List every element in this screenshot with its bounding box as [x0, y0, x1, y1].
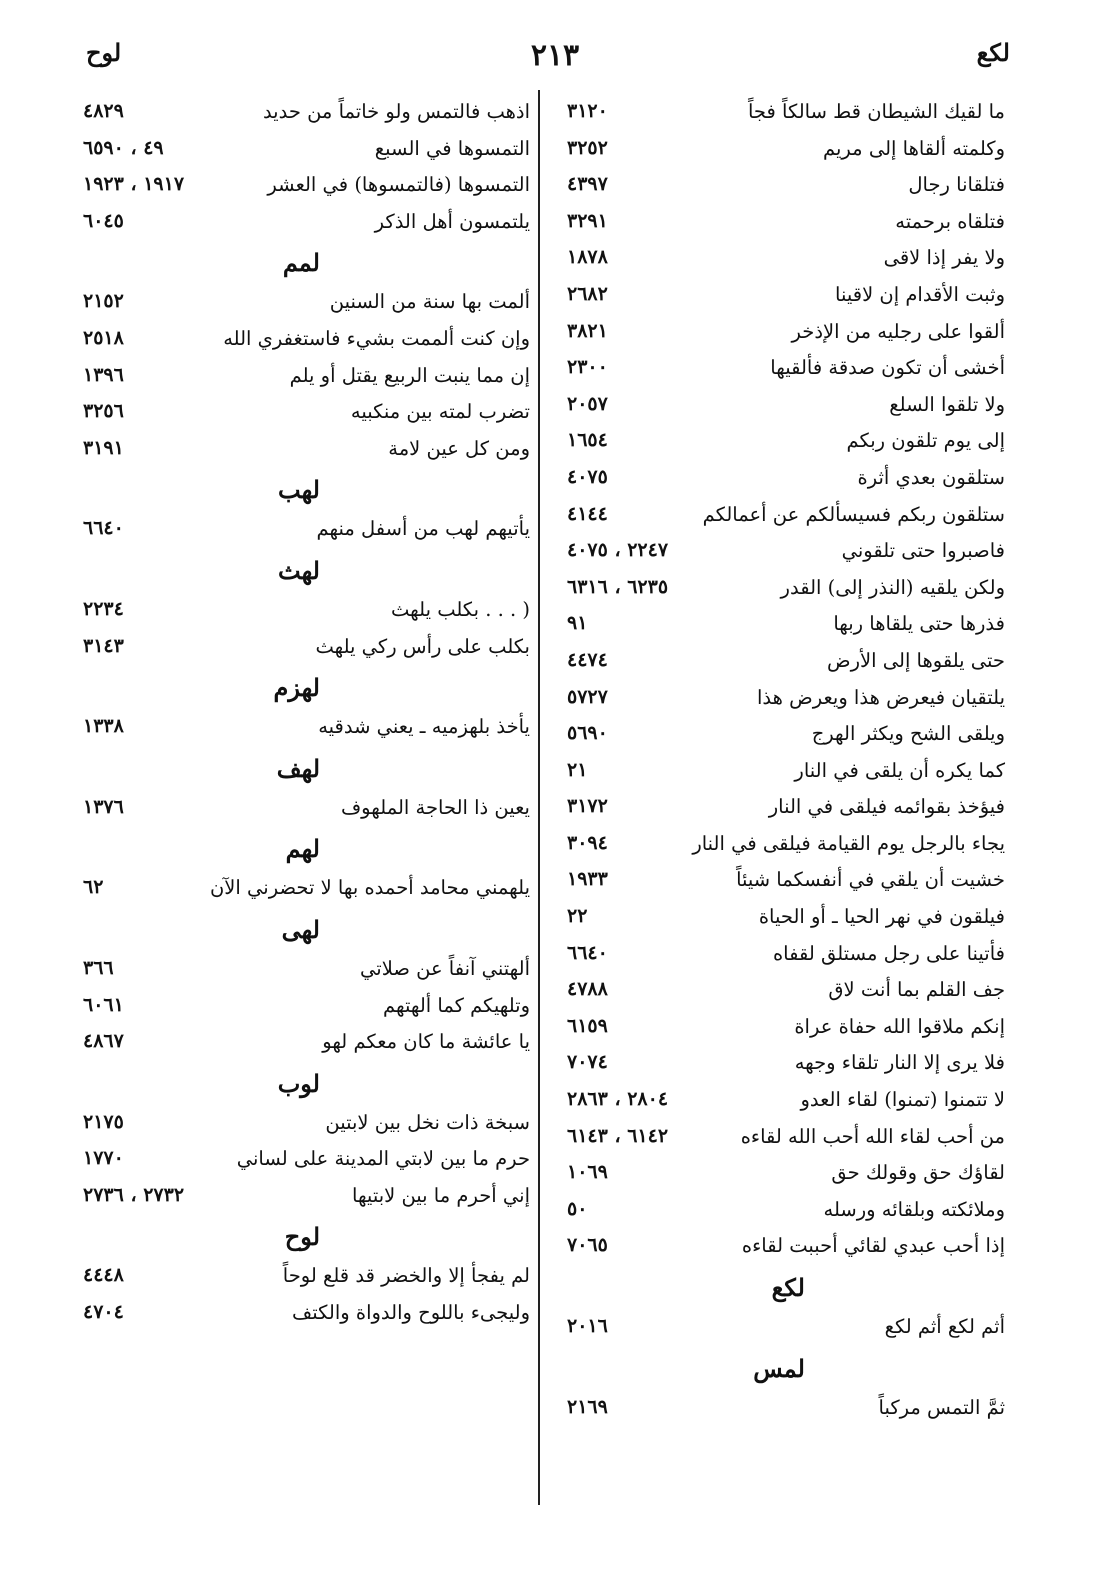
index-entry — [75, 133, 530, 170]
entry-reference-numbers: ٤٩ ، ٦٥٩٠ — [83, 136, 164, 159]
entry-text: إلى يوم تلقون ربكم — [846, 429, 1005, 453]
entry-reference-numbers: ٧٠٦٥ — [567, 1234, 608, 1257]
entry-reference-numbers: ٢٢٤٧ ، ٤٠٧٥ — [567, 539, 669, 562]
index-entry — [555, 499, 1005, 536]
entry-text: فلا يرى إلا النار تلقاء وجهه — [794, 1051, 1005, 1075]
root-heading — [75, 828, 530, 872]
entry-reference-numbers: ٦٦٤٠ — [567, 941, 608, 964]
entry-reference-numbers: ٩١ — [567, 612, 588, 635]
entry-reference-numbers: ٢٠٥٧ — [567, 392, 608, 415]
index-entry — [75, 513, 530, 550]
entry-reference-numbers: ١٧٧٠ — [83, 1147, 124, 1170]
entry-text: يلهمني محامد أحمده بها لا تحضرني الآن — [209, 876, 530, 900]
index-column-left — [75, 96, 530, 1334]
entry-text: فيؤخذ بقوائمه فيلقى في النار — [768, 795, 1005, 819]
entry-text: وكلمته ألقاها إلى مريم — [823, 136, 1005, 160]
index-entry — [555, 1011, 1005, 1048]
entry-text: ولكن يلقيه (النذر إلى) القدر — [780, 575, 1005, 599]
index-entry — [75, 206, 530, 243]
entry-text: فأتينا على رجل مستلق لقفاه — [772, 941, 1005, 965]
entry-text: من أحب لقاء الله أحب الله لقاءه — [740, 1124, 1005, 1148]
index-entry — [75, 711, 530, 748]
entry-text: لم يفجأ إلا والخضر قد قلع لوحاً — [282, 1264, 530, 1288]
entry-text: إنكم ملاقوا الله حفاة عراة — [794, 1014, 1005, 1038]
index-entry — [75, 169, 530, 206]
entry-text: جف القلم بما أنت لاق — [828, 978, 1005, 1002]
entry-reference-numbers: ٤١٤٤ — [567, 502, 608, 525]
index-entry — [75, 433, 530, 470]
entry-text: خشيت أن يلقي في أنفسكما شيئاً — [736, 868, 1005, 892]
entry-reference-numbers: ٤٧٠٤ — [83, 1301, 124, 1324]
index-entry — [75, 1143, 530, 1180]
root-heading-text: لمم — [282, 248, 320, 278]
entry-reference-numbers: ٥٠ — [567, 1197, 588, 1220]
entry-reference-numbers: ٦٠٤٥ — [83, 209, 124, 232]
entry-text: ستلقون ربكم فسيسألكم عن أعمالكم — [702, 502, 1005, 526]
index-entry — [555, 1194, 1005, 1231]
entry-text: بكلب على رأس ركي يلهث — [315, 634, 530, 658]
entry-reference-numbers: ١٦٥٤ — [567, 429, 608, 452]
root-heading — [75, 909, 530, 953]
entry-text: إذا أحب عبدي لقائي أحببت لقاءه — [741, 1234, 1005, 1258]
entry-reference-numbers: ٤٧٨٨ — [567, 978, 608, 1001]
entry-reference-numbers: ٤٣٩٧ — [567, 173, 608, 196]
entry-text: كما يكره أن يلقى في النار — [794, 758, 1005, 782]
entry-reference-numbers: ٢٣٠٠ — [567, 356, 608, 379]
entry-text: ألهتني آنفاً عن صلاتي — [360, 956, 530, 980]
entry-text: وليجىء باللوح والدواة والكتف — [292, 1301, 530, 1325]
root-heading-text: لمس — [753, 1353, 805, 1383]
entry-reference-numbers: ٢٥١٨ — [83, 326, 124, 349]
index-entry — [555, 828, 1005, 865]
entry-text: لا تتمنوا (تمنوا) لقاء العدو — [800, 1088, 1005, 1112]
entry-text: ولا تلقوا السلع — [889, 392, 1005, 416]
entry-reference-numbers: ٦٢ — [83, 876, 104, 899]
root-heading-text: لهى — [281, 914, 320, 944]
index-entry — [75, 1297, 530, 1334]
entry-reference-numbers: ٣٠٩٤ — [567, 831, 608, 854]
index-entry — [555, 206, 1005, 243]
entry-text: أخشى أن تكون صدقة فألقيها — [770, 356, 1005, 380]
index-entry — [555, 242, 1005, 279]
index-entry — [555, 755, 1005, 792]
root-heading-text: لهف — [276, 753, 320, 783]
page-header — [60, 38, 1050, 82]
entry-reference-numbers: ٢١٧٥ — [83, 1110, 124, 1133]
root-heading — [75, 469, 530, 513]
index-entry — [555, 1084, 1005, 1121]
entry-reference-numbers: ٣١٤٣ — [83, 634, 124, 657]
entry-reference-numbers: ١٠٦٩ — [567, 1161, 608, 1184]
root-heading — [75, 1216, 530, 1260]
entry-reference-numbers: ١٩١٧ ، ١٩٢٣ — [83, 173, 185, 196]
entry-text: ( . . . بكلب يلهث — [390, 597, 530, 621]
index-entry — [555, 1392, 1005, 1429]
entry-reference-numbers: ٣٢٥٦ — [83, 400, 124, 423]
entry-reference-numbers: ٢٠١٦ — [567, 1315, 608, 1337]
entry-reference-numbers: ٥٧٢٧ — [567, 685, 608, 708]
entry-reference-numbers: ٢٢٣٤ — [83, 597, 124, 620]
index-entry — [555, 1047, 1005, 1084]
entry-text: سبخة ذات نخل بين لابتين — [325, 1110, 530, 1134]
entry-text: حرم ما بين لابتي المدينة على لساني — [236, 1147, 530, 1171]
entry-reference-numbers: ٦٠٦١ — [83, 993, 124, 1016]
entry-text: يلتمسون أهل الذكر — [374, 209, 530, 233]
entry-text: ما لقيك الشيطان قط سالكاً فجاً — [747, 100, 1005, 123]
entry-text: ثمَّ التمس مركباً — [878, 1395, 1005, 1419]
entry-text: فيلقون في نهر الحيا ـ أو الحياة — [758, 905, 1005, 929]
entry-reference-numbers: ٥٦٩٠ — [567, 722, 608, 745]
entry-reference-numbers: ٦١٥٩ — [567, 1014, 608, 1037]
root-heading — [555, 1348, 1005, 1392]
index-entry — [75, 792, 530, 829]
index-entry — [75, 396, 530, 433]
index-entry — [555, 352, 1005, 389]
index-entry — [75, 360, 530, 397]
root-heading — [75, 1063, 530, 1107]
entry-reference-numbers: ٤٤٤٨ — [83, 1264, 124, 1287]
index-entry — [555, 791, 1005, 828]
index-entry — [555, 535, 1005, 572]
index-entry — [75, 96, 530, 133]
entry-text: إن مما ينبت الربيع يقتل أو يلم — [289, 363, 530, 387]
root-heading — [75, 667, 530, 711]
entry-text: يأتيهم لهب من أسفل منهم — [316, 517, 530, 541]
entry-text: اذهب فالتمس ولو خاتماً من حديد — [262, 100, 530, 123]
column-divider — [538, 90, 540, 1505]
index-entry — [555, 1157, 1005, 1194]
entry-reference-numbers: ٤٤٧٤ — [567, 648, 608, 671]
index-entry — [75, 631, 530, 668]
entry-text: تضرب لمته بين منكبيه — [350, 400, 530, 424]
root-heading — [75, 748, 530, 792]
entry-reference-numbers: ٦٢٣٥ ، ٦٣١٦ — [567, 575, 669, 598]
entry-text: ويلقى الشح ويكثر الهرج — [811, 722, 1005, 746]
entry-text: يجاء بالرجل يوم القيامة فيلقى في النار — [692, 831, 1005, 855]
root-heading-text: لهث — [278, 555, 320, 585]
entry-reference-numbers: ٣١٩١ — [83, 436, 124, 459]
entry-text: أثم لكع أثم لكع — [884, 1315, 1005, 1338]
entry-text: وثبت الأقدام إن لاقينا — [835, 282, 1005, 306]
index-entry — [555, 901, 1005, 938]
entry-reference-numbers: ٤٨٦٧ — [83, 1030, 124, 1053]
index-entry — [555, 279, 1005, 316]
entry-reference-numbers: ٦١٤٢ ، ٦١٤٣ — [567, 1124, 669, 1147]
index-entry — [555, 462, 1005, 499]
entry-reference-numbers: ٣٨٢١ — [567, 319, 608, 342]
entry-reference-numbers: ٢٦٨٢ — [567, 282, 608, 305]
index-entry — [75, 1107, 530, 1144]
root-heading-text: لهب — [278, 475, 320, 505]
entry-text: ستلقون بعدي أثرة — [857, 465, 1005, 489]
index-entry — [555, 682, 1005, 719]
entry-text: وإن كنت ألممت بشيء فاستغفري الله — [223, 326, 530, 350]
root-heading-text: لكع — [771, 1273, 805, 1302]
entry-reference-numbers: ٢١٥٢ — [83, 290, 124, 313]
root-heading — [75, 550, 530, 594]
index-column-right — [555, 96, 1005, 1428]
index-entry — [555, 1230, 1005, 1267]
entry-text: ولا يفر إذا لاقى — [883, 246, 1005, 270]
index-entry — [555, 389, 1005, 426]
entry-text: فذرها حتى يلقاها ربها — [833, 612, 1005, 636]
entry-text: ألمت بها سنة من السنين — [329, 290, 530, 314]
index-entry — [555, 133, 1005, 170]
page-number: ٢١٣ — [530, 38, 580, 73]
entry-reference-numbers: ٧٠٧٤ — [567, 1051, 608, 1074]
index-entry — [555, 718, 1005, 755]
entry-text: فتلقانا رجال — [908, 173, 1005, 197]
root-heading-text: لوح — [284, 1222, 320, 1252]
index-entry — [555, 316, 1005, 353]
index-entry — [555, 608, 1005, 645]
index-entry — [75, 1180, 530, 1217]
root-heading-text: لهم — [285, 834, 320, 864]
index-entry — [555, 1311, 1005, 1348]
root-heading — [555, 1267, 1005, 1311]
entry-reference-numbers: ١٣٣٨ — [83, 715, 124, 738]
entry-text: إني أحرم ما بين لابتيها — [352, 1183, 530, 1207]
entry-text: حتى يلقوها إلى الأرض — [827, 648, 1005, 672]
entry-reference-numbers: ١٣٧٦ — [83, 795, 124, 818]
entry-reference-numbers: ٢١٦٩ — [567, 1395, 608, 1418]
entry-reference-numbers: ٢١ — [567, 758, 588, 781]
entry-text: لقاؤك حق وقولك حق — [831, 1161, 1005, 1185]
entry-text: ومن كل عين لامة — [388, 436, 530, 460]
entry-text: ألقوا على رجليه من الإذخر — [791, 319, 1005, 343]
index-entry — [75, 286, 530, 323]
root-heading-text: لوب — [277, 1068, 320, 1098]
entry-reference-numbers: ٢٢ — [567, 905, 588, 928]
index-entry — [555, 938, 1005, 975]
entry-reference-numbers: ١٣٩٦ — [83, 363, 124, 386]
index-entry — [75, 990, 530, 1027]
entry-text: وتلهيكم كما ألهتهم — [382, 993, 530, 1017]
index-entry — [555, 572, 1005, 609]
entry-reference-numbers: ٣٢٩١ — [567, 209, 608, 232]
entry-text: التمسوها (فالتمسوها) في العشر — [267, 173, 530, 197]
index-entry — [555, 1121, 1005, 1158]
running-head-left: لوح — [86, 38, 122, 67]
index-entry — [555, 425, 1005, 462]
entry-reference-numbers: ٣١٢٠ — [567, 100, 608, 122]
entry-text: يأخذ بلهزميه ـ يعني شدقيه — [318, 715, 530, 739]
index-entry — [555, 96, 1005, 133]
entry-reference-numbers: ٣٦٦ — [83, 956, 114, 979]
entry-text: يعين ذا الحاجة الملهوف — [340, 795, 530, 819]
entry-reference-numbers: ٦٦٤٠ — [83, 517, 124, 540]
running-head-right: لكع — [976, 38, 1010, 67]
index-entry — [555, 974, 1005, 1011]
entry-reference-numbers: ٤٨٢٩ — [83, 100, 124, 122]
entry-text: وملائكته وبلقائه ورسله — [823, 1197, 1005, 1221]
entry-reference-numbers: ٢٧٣٢ ، ٢٧٣٦ — [83, 1183, 185, 1206]
index-entry — [555, 864, 1005, 901]
index-entry — [555, 645, 1005, 682]
index-entry — [555, 169, 1005, 206]
entry-text: يلتقيان فيعرض هذا ويعرض هذا — [757, 685, 1005, 709]
entry-text: فاصبروا حتى تلقوني — [841, 539, 1005, 563]
entry-reference-numbers: ٣١٧٢ — [567, 795, 608, 818]
entry-reference-numbers: ١٨٧٨ — [567, 246, 608, 269]
entry-reference-numbers: ١٩٣٣ — [567, 868, 608, 891]
entry-text: التمسوها في السبع — [374, 136, 530, 160]
index-entry — [75, 323, 530, 360]
root-heading-text: لهزم — [273, 673, 320, 703]
index-entry — [75, 953, 530, 990]
entry-text: فتلقاه برحمته — [895, 209, 1005, 233]
entry-text: يا عائشة ما كان معكم لهو — [322, 1030, 530, 1054]
index-entry — [75, 872, 530, 909]
entry-reference-numbers: ٤٠٧٥ — [567, 465, 608, 488]
entry-reference-numbers: ٢٨٠٤ ، ٢٨٦٣ — [567, 1088, 669, 1111]
entry-reference-numbers: ٣٢٥٢ — [567, 136, 608, 159]
index-entry — [75, 1026, 530, 1063]
index-entry — [75, 594, 530, 631]
index-entry — [75, 1260, 530, 1297]
root-heading — [75, 242, 530, 286]
